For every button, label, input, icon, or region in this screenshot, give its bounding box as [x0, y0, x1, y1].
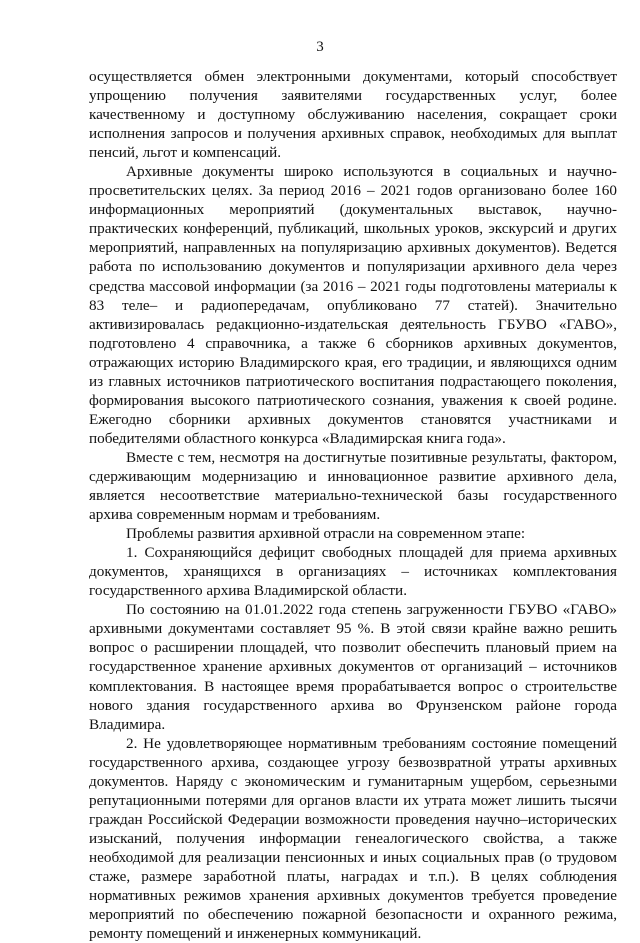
paragraph-archival-documents-usage: Архивные документы широко используются в социальных и научно-просветительских целях. За период 2016 – 2021 годов организовано более 160 информационных мероприятий (документальных выставок, научно-практических конференций, публикаций, школьных уроков, экскурсий и других мероприятий, направленных на популяризацию архивных документов). Ведется работа по использованию документов и популяризации архивного дела через средства массовой информации (за 2016 – 2021 годы подготовлены материалы к 83 теле– и радиопередачам, опубликовано 77 статей). Значительно активизировалась редакционно-издательская деятельность ГБУВО «ГАВО», подготовлено 4 справочника, а также 6 сборников архивных документов, отражающих историю Владимирского края, его традиции, и являющихся одним из главных источников патриотического воспитания подрастающего поколения, формирования высокого патриотического сознания, уважения к своей родине. Ежегодно сборники архивных документов становятся участниками и победителями областного конкурса «Владимирская книга года». [89, 163, 617, 447]
paragraph-storage-load: По состоянию на 01.01.2022 года степень загруженности ГБУВО «ГАВО» архивными документами составляет 95 %. В этой связи крайне важно решить вопрос о расширении площадей, что позволит обеспечить плановый прием на государственное хранение архивных документов от организаций – источников комплектования. В настоящее время прорабатывается вопрос о строительстве нового здания государственного архива во Фрунзенском районе города Владимира. [89, 601, 617, 733]
page-number: 3 [316, 39, 324, 55]
paragraph-problem-1: 1. Сохраняющийся дефицит свободных площадей для приема архивных документов, хранящихся в организациях – источниках комплектования государственного архива Владимирской области. [89, 544, 617, 600]
document-body [89, 67, 617, 943]
paragraph-material-base: Вместе с тем, несмотря на достигнутые позитивные результаты, фактором, сдерживающим модернизацию и инновационное развитие архивного дела, является несоответствие материально-технической базы государственного архива современным нормам и требованиям. [89, 448, 617, 524]
paragraph-continuation: осуществляется обмен электронными документами, который способствует упрощению получения заявителями государственных услуг, более качественному и доступному обслуживанию населения, сокращает сроки исполнения запросов и получения архивных справок, необходимых для выплат пенсий, льгот и компенсаций. [89, 68, 617, 162]
paragraph-problems-heading: Проблемы развития архивной отрасли на современном этапе: [126, 525, 526, 543]
paragraph-problem-2: 2. Не удовлетворяющее нормативным требованиям состояние помещений государственного архива, создающее угрозу безвозвратной утраты архивных документов. Наряду с экономическим и гуманитарным ущербом, серьезными репутационными потерями для органов власти их утрата может лишить тысячи граждан Российской Федерации возможности проведения научно–исторических изысканий, получения информации генеалогического свойства, а также необходимой для реализации пенсионных и иных социальных прав (о трудовом стаже, размере заработной платы, наградах и т.п.). В целях соблюдения нормативных режимов хранения архивных документов требуется проведение мероприятий по обеспечению пожарной безопасности и охранного режима, ремонту помещений и инженерных коммуникаций. [89, 734, 617, 943]
